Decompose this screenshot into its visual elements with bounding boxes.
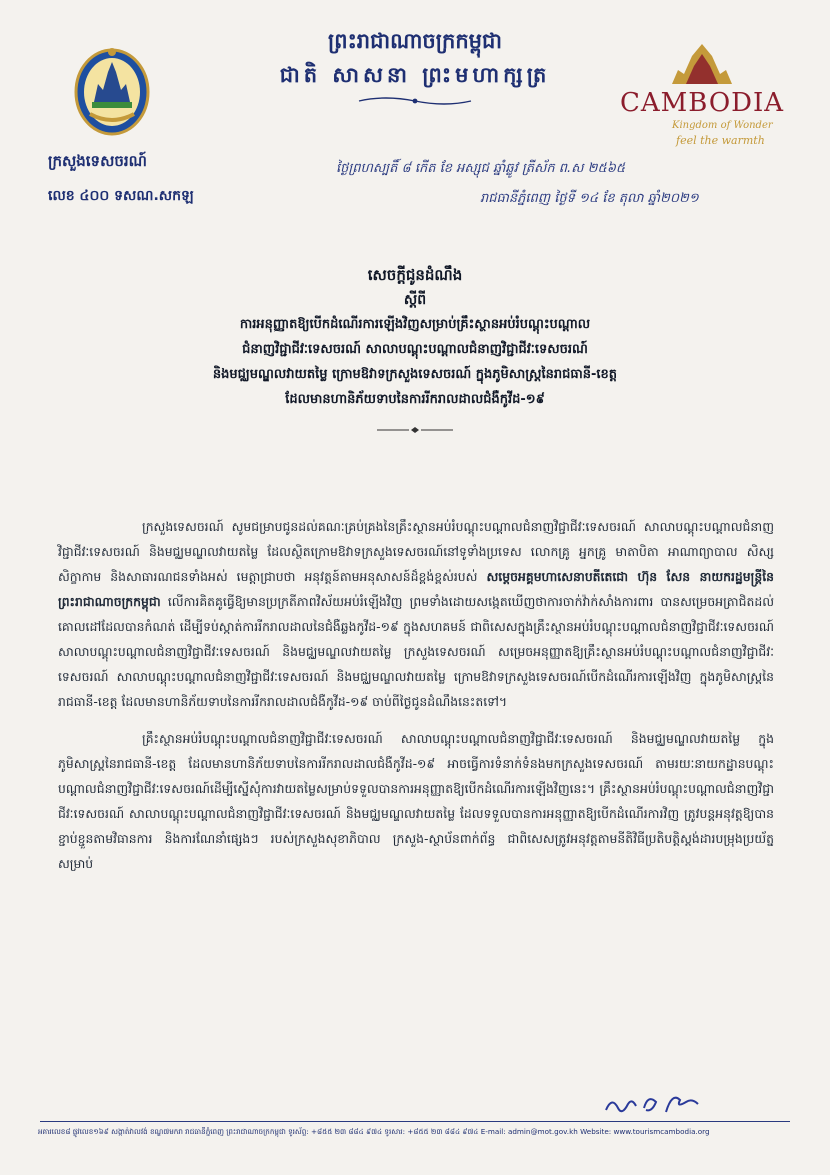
cambodia-tourism-logo bbox=[612, 40, 792, 150]
footer-website: Website: www.tourismcambodia.org bbox=[580, 1127, 710, 1136]
solar-date: រាជធានីភ្នំពេញ ថ្ងៃទី ១៤ ខែ តុលា ឆ្នាំ២០២១ bbox=[480, 191, 699, 206]
leader-name: សម្តេចអគ្គមហាសេនាបតីតេជោ ហ៊ុន សែន នាយករដ្ឋមន្ត្រីនៃព្រះរាជាណាចក្រកម្ពុជា bbox=[58, 569, 774, 609]
subject-line: និងមជ្ឈមណ្ឌលវាយតម្លៃ ក្រោមឱវាទក្រសួងទេសចរណ៍ ក្នុងភូមិសាស្ត្រនៃរាជធានី-ខេត្ត bbox=[212, 367, 618, 382]
body-paragraph-1 bbox=[58, 514, 774, 714]
title-divider-icon bbox=[375, 426, 455, 434]
body-paragraph-2: គ្រឹះស្ថានអប់រំបណ្តុះបណ្តាលជំនាញវិជ្ជាជីវៈទេសចរណ៍ សាលាបណ្តុះបណ្តាលជំនាញវិជ្ជាជីវៈទេសចរណ៍ និងមជ្ឈមណ្ឌលវាយតម្លៃ ក្នុងភូមិសាស្ត្រនៃរាជធានី-ខេត្ត ដែលមានហានិភ័យទាបនៃការរីករាលដាលជំងឺកូវីដ-១៩ អាចធ្វើការទំនាក់ទំនងមកក្រសួងទេសចរណ៍ តាមរយៈនាយកដ្ឋានបណ្តុះបណ្តាលជំនាញវិជ្ជាជីវៈទេសចរណ៍ដើម្បីស្នើសុំការវាយតម្លៃសម្រាប់ទទួលបានការអនុញ្ញាតឱ្យបើកដំណើរការឡើងវិញនេះ។ គ្រឹះស្ថានអប់រំបណ្តុះបណ្តាលជំនាញវិជ្ជាជីវៈទេសចរណ៍ សាលាបណ្តុះបណ្តាលជំនាញវិជ្ជាជីវៈទេសចរណ៍ និងមជ្ឈមណ្ឌលវាយតម្លៃ ដែលទទួលបានការអនុញ្ញាតឱ្យបើកដំណើរការវិញ ត្រូវបន្តអនុវត្តឱ្យបានខ្ជាប់ខ្ជួនតាមវិធានការ និងការណែនាំផ្សេងៗ របស់ក្រសួងសុខាភិបាល ក្រសួង-ស្ថាប័នពាក់ព័ន្ធ ជាពិសេសត្រូវអនុវត្តតាមនីតិវិធីប្រតិបត្តិស្តង់ដារបម្រុងប្រយ័ត្នសម្រាប់ bbox=[58, 731, 774, 871]
ministry-seal-icon bbox=[72, 40, 152, 140]
signature-initials-icon bbox=[600, 1082, 710, 1122]
footer-email: E-mail: admin@mot.gov.kh bbox=[480, 1127, 578, 1136]
angkor-temple-icon bbox=[612, 40, 792, 86]
brand-slogan: Kingdom of Wonder bbox=[672, 120, 773, 131]
subject-line: ជំនាញវិជ្ជាជីវៈទេសចរណ៍ សាលាបណ្តុះបណ្តាលជំនាញវិជ្ជាជីវៈទេសចរណ៍ bbox=[242, 342, 588, 357]
footer-contact bbox=[38, 1127, 798, 1138]
ornament-divider-icon bbox=[355, 94, 475, 108]
notice-title bbox=[60, 262, 770, 438]
brand-tagline: feel the warmth bbox=[676, 134, 765, 147]
paragraph-text: លើការគិតគូធ្វើឱ្យមានប្រក្រតីភាពវិស័យអប់រំឡើងវិញ ព្រមទាំងដោយសង្កេតឃើញថាការចាក់វ៉ាក់សាំងការពារ បានសម្រេចអត្រាជិតដល់គោលដៅដែលបានកំណត់ ដើម្បីទប់ស្កាត់ការរីករាលដាលនៃជំងឺឆ្លងកូវីដ-១៩ ក្នុងសហគមន៍ ជាពិសេសក្នុងគ្រឹះស្ថានអប់រំបណ្តុះបណ្តាលជំនាញវិជ្ជាជីវៈទេសចរណ៍ សាលាបណ្តុះបណ្តាលជំនាញវិជ្ជាជីវៈទេសចរណ៍ និងមជ្ឈមណ្ឌលវាយតម្លៃ ក្រសួងទេសចរណ៍ សម្រេចអនុញ្ញាតឱ្យគ្រឹះស្ថានអប់រំបណ្តុះបណ្តាលជំនាញវិជ្ជាជីវៈទេសចរណ៍ សាលាបណ្តុះបណ្តាលជំនាញវិជ្ជាជីវៈទេសចរណ៍ និងមជ្ឈមណ្ឌលវាយតម្លៃ ក្រោមឱវាទក្រសួងទេសចរណ៍បើកដំណើរការឡើងវិញ ក្នុងភូមិសាស្ត្រនៃរាជធានី-ខេត្ត ដែលមានហានិភ័យទាបនៃការរីករាលដាលជំងឺកូវីដ-១៩ ចាប់ពីថ្ងៃជូនដំណឹងនេះតទៅ។ bbox=[58, 594, 774, 709]
notice-body bbox=[58, 514, 774, 888]
footer-address: អគារលេខ៨ ផ្លូវលេខ១៦៩ សង្កាត់វាលវង់ ខណ្ឌ៧មករា រាជធានីភ្នំពេញ ព្រះរាជាណាចក្រកម្ពុជា ទូរស័ព្ទ: +៨៥៥ ២៣ ៨៨៤ ៩៧៤ ទូរសារ: +៨៥៥ ២៣ ៨៨៤ ៩៧៤ bbox=[38, 1127, 479, 1136]
lunar-date: ថ្ងៃព្រហស្បតិ៍ ៨ កើត ខែ អស្សុជ ឆ្នាំឆ្លូវ ត្រីស័ក ព.ស ២៥៦៥ bbox=[336, 161, 626, 176]
kingdom-header bbox=[230, 26, 600, 112]
subject-line: ដែលមានហានិភ័យទាបនៃការរីករាលដាលជំងឺកូវីដ-១៩ bbox=[285, 392, 545, 407]
kingdom-name: ព្រះរាជាណាចក្រកម្ពុជា bbox=[327, 28, 502, 53]
document-type: សេចក្តីជូនដំណឹង bbox=[367, 266, 463, 284]
brand-name: CAMBODIA bbox=[619, 88, 785, 118]
reference-number: លេខ ៤០០ ទសណ.សកឡ bbox=[48, 188, 194, 204]
subject-line: ការអនុញ្ញាតឱ្យបើកដំណើរការឡើងវិញសម្រាប់គ្រឹះស្ថានអប់រំបណ្តុះបណ្តាល bbox=[239, 317, 591, 332]
national-motto: ជាតិ សាសនា ព្រះមហាក្សត្រ bbox=[279, 62, 551, 87]
document-about: ស្តីពី bbox=[403, 292, 427, 308]
footer-divider bbox=[40, 1121, 790, 1122]
ministry-name: ក្រសួងទេសចរណ៍ bbox=[48, 152, 147, 170]
paragraph-text: ក្រសួងទេសចរណ៍ សូមជម្រាបជូនដល់គណៈគ្រប់គ្រងនៃគ្រឹះស្ថានអប់រំបណ្តុះបណ្តាលជំនាញវិជ្ជាជីវៈទេសចរណ៍ សាលាបណ្តុះបណ្តាលជំនាញវិជ្ជាជីវៈទេសចរណ៍ និងមជ្ឈមណ្ឌលវាយតម្លៃ ដែលស្ថិតក្រោមឱវាទក្រសួងទេសចរណ៍នៅទូទាំងប្រទេស លោកគ្រូ អ្នកគ្រូ មាតាបិតា អាណាព្យាបាល សិស្ស សិក្ខាកាម និងសាធារណជនទាំងអស់ មេត្តាជ្រាបថា អនុវត្តន៍តាមអនុសាសន៍ដ៏ខ្ពង់ខ្ពស់របស់ bbox=[58, 519, 774, 584]
